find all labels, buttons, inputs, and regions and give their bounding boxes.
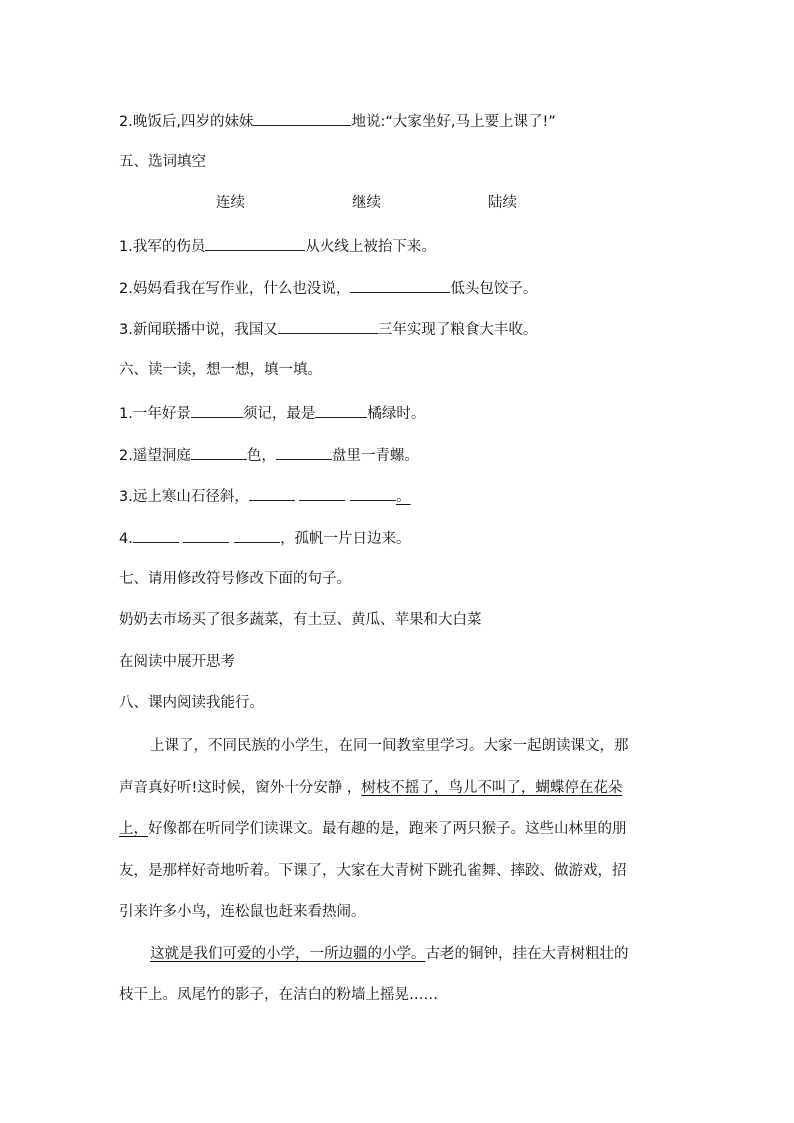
s5-item-2-after: 低头包饺子。 — [450, 281, 538, 297]
s6-line-4-blank-2[interactable] — [183, 527, 229, 543]
s6-line-2 — [119, 444, 419, 466]
s5-item-1 — [119, 235, 436, 257]
p1-line-1: 上课了，不同民族的小学生，在同一间教室里学习。大家一起朗读课文，那 — [150, 738, 629, 754]
thinking-line: 在阅读中展开思考 — [119, 654, 235, 670]
q2-text-after: 地说: — [351, 114, 386, 130]
s6-line-3-blank-3[interactable] — [350, 485, 396, 501]
p1-line-4: 友，是那样好奇地听着。下课了，大家在大青树下跳孔雀舞、摔跤、做游戏，招 — [119, 863, 627, 879]
s6-line-2-c: 盘里一青螺。 — [331, 448, 419, 464]
s6-line-4-blank-1[interactable] — [133, 527, 179, 543]
section-5-title: 五、选词填空 — [119, 154, 206, 170]
s5-item-3-after: 三年实现了粮食大丰收。 — [377, 322, 538, 338]
s6-line-1-c: 橘绿时。 — [367, 406, 426, 422]
section-7-title: 七、请用修改符号修改下面的句子。 — [119, 571, 351, 587]
s5-item-3 — [119, 318, 537, 340]
s5-item-1-after: 从火线上被抬下来。 — [305, 239, 436, 255]
p1-line-3-text: 好像都在听同学们读课文。最有趣的是，跑来了两只猴子。这些山林里的朋 — [148, 821, 627, 837]
s6-line-2-b: 色， — [246, 448, 276, 464]
s6-line-4-b: ，孤帆一片日边来。 — [280, 531, 411, 547]
s6-line-1-b: 须记，最是 — [242, 406, 316, 422]
p2-line-1-underlined: 这就是我们可爱的小学，一所边疆的小学。 — [150, 946, 426, 962]
s6-line-3-b: 。 — [396, 489, 411, 505]
p2-line-1 — [150, 944, 710, 964]
s5-item-1-blank[interactable] — [205, 235, 305, 251]
s5-item-3-before: 3.新闻联播中说，我国又 — [119, 322, 278, 338]
s5-item-1-before: 1.我军的伤员 — [119, 239, 206, 255]
word-option-3: 陆续 — [488, 195, 517, 211]
p1-line-5: 引来许多小鸟，连松鼠也赶来看热闹。 — [119, 904, 366, 920]
s6-line-4 — [119, 527, 411, 549]
s6-line-4-a: 4. — [119, 531, 133, 547]
s6-line-2-a: 2.遥望洞庭 — [119, 448, 191, 464]
p1-line-2 — [119, 778, 679, 798]
p2-line-2: 枝干上。凤尾竹的影子，在洁白的粉墙上摇晃…… — [119, 987, 438, 1003]
q2-blank[interactable] — [253, 110, 351, 126]
p1-line-3 — [119, 819, 679, 839]
q2-text-before: 晚饭后,四岁的妹妹 — [132, 114, 254, 130]
s6-line-3-blank-1[interactable] — [249, 485, 295, 501]
word-option-2: 继续 — [352, 195, 381, 211]
s7-sentence: 奶奶去市场买了很多蔬菜，有土豆、黄瓜、苹果和大白菜 — [119, 612, 482, 628]
word-option-1: 连续 — [216, 195, 245, 211]
p1-line-2-text: 声音真好听!这时候，窗外十分安静 ， — [119, 780, 362, 796]
q2-line — [119, 110, 556, 132]
s6-line-3 — [119, 485, 411, 507]
s6-line-1-blank-1[interactable] — [191, 402, 243, 418]
q2-number: 2. — [119, 114, 133, 130]
s6-line-1-a: 1.一年好景 — [119, 406, 191, 422]
s6-line-3-a: 3.远上寒山石径斜， — [119, 489, 249, 505]
s5-item-2 — [119, 277, 537, 299]
p1-line-3-underlined: 上， — [119, 821, 148, 837]
s6-line-2-blank-2[interactable] — [276, 444, 332, 460]
s6-line-3-blank-2[interactable] — [299, 485, 345, 501]
s5-item-2-blank[interactable] — [350, 277, 450, 293]
section-6-title: 六、读一读，想一想，填一填。 — [119, 362, 322, 378]
p2-line-1-text: 古老的铜钟，挂在大青树粗壮的 — [425, 946, 629, 962]
q2-quote: “大家坐好,马上要上课了!” — [385, 114, 556, 130]
s6-line-1 — [119, 402, 425, 424]
s5-item-3-blank[interactable] — [278, 318, 378, 334]
s6-line-2-blank-1[interactable] — [191, 444, 247, 460]
s6-line-4-blank-3[interactable] — [234, 527, 280, 543]
s5-item-2-before: 2.妈妈看我在写作业，什么也没说， — [119, 281, 351, 297]
section-8-title: 八、课内阅读我能行。 — [119, 695, 264, 711]
s6-line-1-blank-2[interactable] — [315, 402, 367, 418]
p1-line-2-underlined: 树枝不摇了，鸟儿不叫了，蝴蝶停在花朵 — [361, 780, 623, 796]
